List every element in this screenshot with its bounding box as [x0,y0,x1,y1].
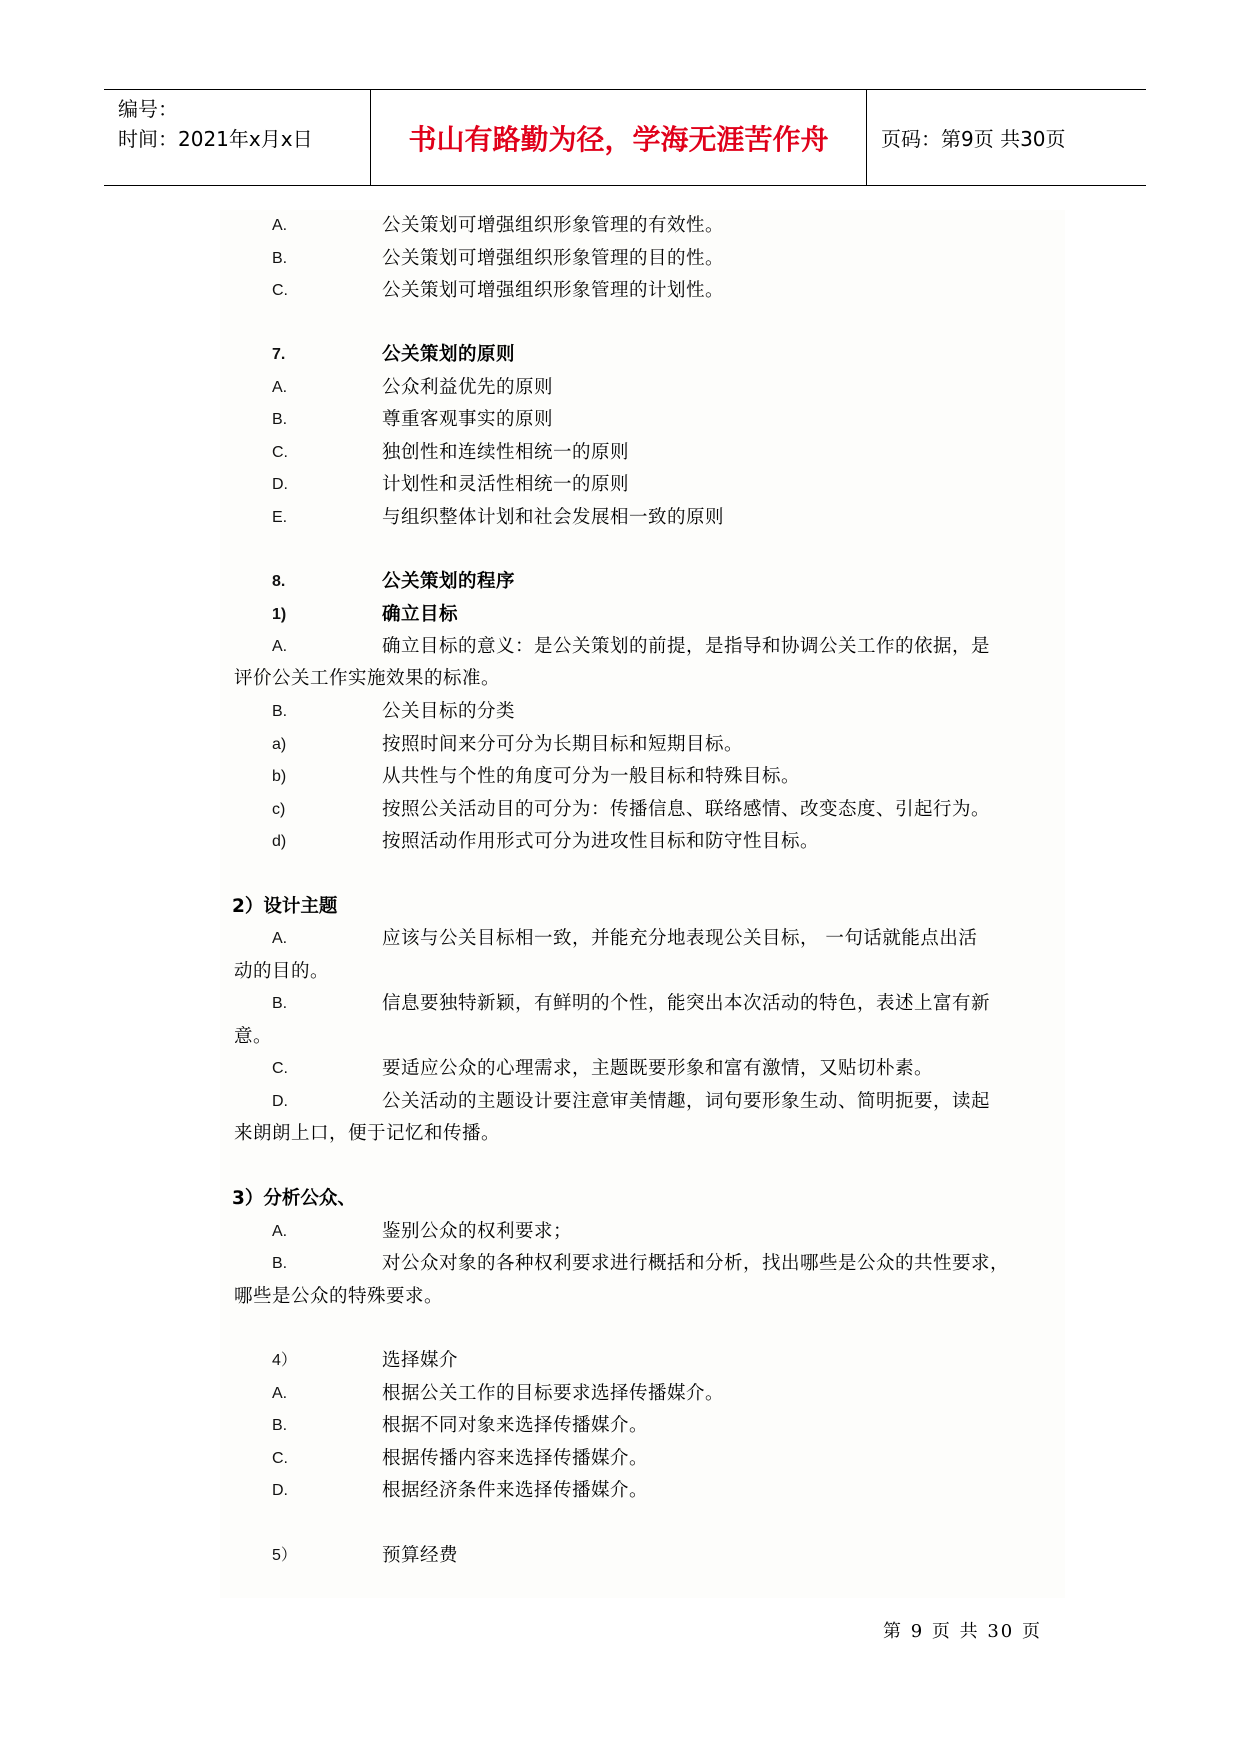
item-label: D. [272,1482,288,1499]
item-text: 信息要独特新颖，有鲜明的个性，能突出本次活动的特色，表述上富有新 [382,993,991,1014]
item-label: A. [272,638,288,655]
item-text: 确立目标 [382,604,459,625]
item-label: D. [272,476,288,493]
item-text: 要适应公众的心理需求，主题既要形象和富有激情，又贴切朴素。 [382,1058,934,1079]
item-continuation: 评价公关工作实施效果的标准。 [234,668,501,689]
time-label: 时间：2021年x月x日 [118,127,313,151]
header-table [104,89,1146,186]
header-motto: 书山有路勤为径，学海无涯苦作舟 [370,90,867,185]
item-text: 独创性和连续性相统一的原则 [382,442,630,463]
item-label: B. [272,411,288,428]
item-text: 尊重客观事实的原则 [382,409,554,430]
item-label: B. [272,1417,288,1434]
item-text: 按照时间来分可分为长期目标和短期目标。 [382,734,744,755]
item-text: 根据经济条件来选择传播媒介。 [382,1480,649,1501]
item-text: 选择媒介 [382,1350,459,1371]
item-label: B. [272,995,288,1012]
item-label: a) [272,736,287,753]
section-heading: 2）设计主题 [232,896,338,917]
item-text: 公关策划可增强组织形象管理的计划性。 [382,280,725,301]
page-footer: 第 9 页 共 30 页 [883,1621,1042,1642]
item-label: 4） [272,1352,297,1369]
item-text: 应该与公关目标相一致，并能充分地表现公关目标， 一句话就能点出活 [382,928,978,949]
item-text: 根据公关工作的目标要求选择传播媒介。 [382,1383,725,1404]
item-text: 公关策划可增强组织形象管理的有效性。 [382,215,725,236]
header-meta [104,90,370,185]
item-label: A. [272,379,288,396]
item-continuation: 来朗朗上口，便于记忆和传播。 [234,1123,501,1144]
item-continuation: 动的目的。 [234,961,330,982]
item-text: 计划性和灵活性相统一的原则 [382,474,630,495]
item-text: 鉴别公众的权利要求； [382,1221,573,1242]
item-label: B. [272,703,288,720]
item-text: 按照公关活动目的可分为：传播信息、联络感情、改变态度、引起行为。 [382,799,991,820]
header-page-code: 页码：第9页 共30页 [881,127,1066,151]
section-heading: 3）分析公众、 [232,1188,356,1209]
item-label: A. [272,1385,288,1402]
item-text: 按照活动作用形式可分为进攻性目标和防守性目标。 [382,831,820,852]
item-text: 公关策划的程序 [382,571,516,592]
item-text: 公关策划可增强组织形象管理的目的性。 [382,248,725,269]
item-label: C. [272,1450,288,1467]
item-continuation: 意。 [234,1026,273,1047]
item-label: B. [272,1255,288,1272]
item-label: B. [272,250,288,267]
item-label: A. [272,930,288,947]
item-text: 公关目标的分类 [382,701,516,722]
item-text: 公关策划的原则 [382,344,516,365]
item-label: C. [272,444,288,461]
item-label: b) [272,768,287,785]
item-continuation: 哪些是公众的特殊要求。 [234,1286,444,1307]
item-label: d) [272,833,287,850]
item-text: 预算经费 [382,1545,459,1566]
item-text: 根据传播内容来选择传播媒介。 [382,1448,649,1469]
item-label: 5） [272,1547,297,1564]
item-text: 从共性与个性的角度可分为一般目标和特殊目标。 [382,766,801,787]
item-label: 8. [272,573,286,590]
item-text: 根据不同对象来选择传播媒介。 [382,1415,649,1436]
item-label: C. [272,1060,288,1077]
item-label: 1) [272,606,287,623]
item-label: A. [272,217,288,234]
item-label: c) [272,801,286,818]
document-body [220,210,1065,1598]
item-text: 公众利益优先的原则 [382,377,554,398]
number-label: 编号： [118,97,178,121]
item-text: 确立目标的意义：是公关策划的前提，是指导和协调公关工作的依据，是 [382,636,991,657]
item-label: E. [272,509,288,526]
item-text: 公关活动的主题设计要注意审美情趣，词句要形象生动、简明扼要，读起 [382,1091,991,1112]
item-text: 与组织整体计划和社会发展相一致的原则 [382,507,725,528]
item-label: 7. [272,346,286,363]
item-text: 对公众对象的各种权利要求进行概括和分析，找出哪些是公众的共性要求， [382,1253,1010,1274]
item-label: D. [272,1093,288,1110]
item-label: C. [272,282,288,299]
item-label: A. [272,1223,288,1240]
